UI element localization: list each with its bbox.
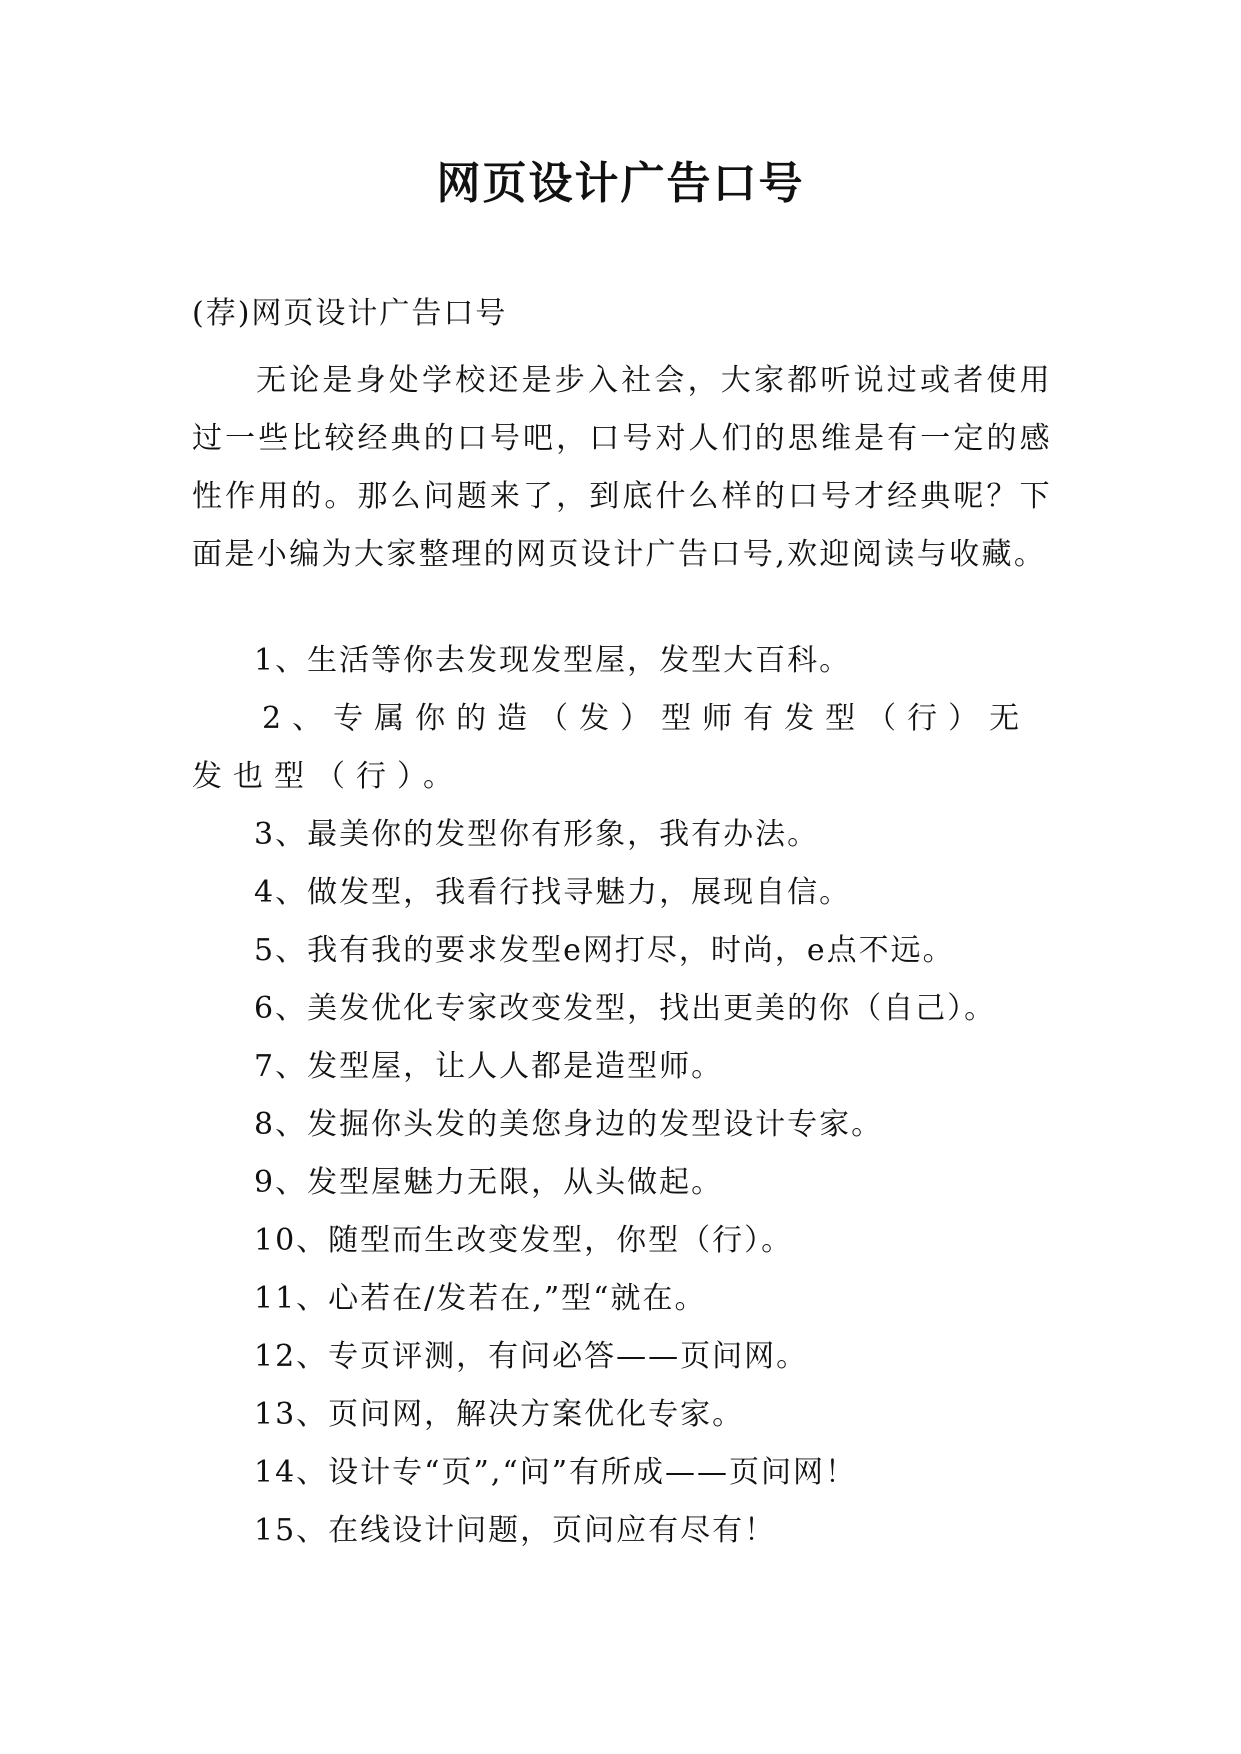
slogan-item: 15、在线设计问题，页问应有尽有！ [254, 1513, 777, 1548]
slogan-item: 5、我有我的要求发型e网打尽，时尚，e点不远。 [254, 933, 955, 968]
slogan-item: 3、最美你的发型你有形象，我有办法。 [254, 817, 820, 852]
slogan-item: 13、页问网，解决方案优化专家。 [254, 1397, 745, 1432]
slogan-item: 1、生活等你去发现发型屋，发型大百科。 [254, 643, 852, 678]
slogan-item: 12、专页评测，有问必答——页问网。 [254, 1339, 809, 1374]
document-title: 网页设计广告口号 [436, 158, 805, 209]
slogan-item: 2、专属你的造（发）型师有发型（行）无发也型（行）。 [192, 701, 1031, 794]
slogan-item: 8、发掘你头发的美您身边的发型设计专家。 [254, 1107, 884, 1142]
slogan-item: 9、发型屋魅力无限，从头做起。 [254, 1165, 724, 1200]
document-subtitle: (荐)网页设计广告口号 [192, 296, 508, 331]
slogan-item: 6、美发优化专家改变发型，找出更美的你（自己）。 [254, 991, 997, 1026]
slogan-list [192, 641, 1052, 1569]
intro-paragraph: 无论是身处学校还是步入社会，大家都听说过或者使用过一些比较经典的口号吧，口号对人们的思维是有一定的感性作用的。那么问题来了，到底什么样的口号才经典呢？下面是小编为大家整理的网页设计广告口号,欢迎阅读与收藏。 [192, 363, 1052, 572]
slogan-item: 4、做发型，我看行找寻魅力，展现自信。 [254, 875, 852, 910]
slogan-item: 11、心若在/发若在,”型“就在。 [254, 1281, 707, 1316]
slogan-item: 7、发型屋，让人人都是造型师。 [254, 1049, 724, 1084]
slogan-item: 10、随型而生改变发型，你型（行）。 [254, 1223, 794, 1258]
slogan-item: 14、设计专“页”,“问”有所成——页问网！ [254, 1455, 858, 1490]
